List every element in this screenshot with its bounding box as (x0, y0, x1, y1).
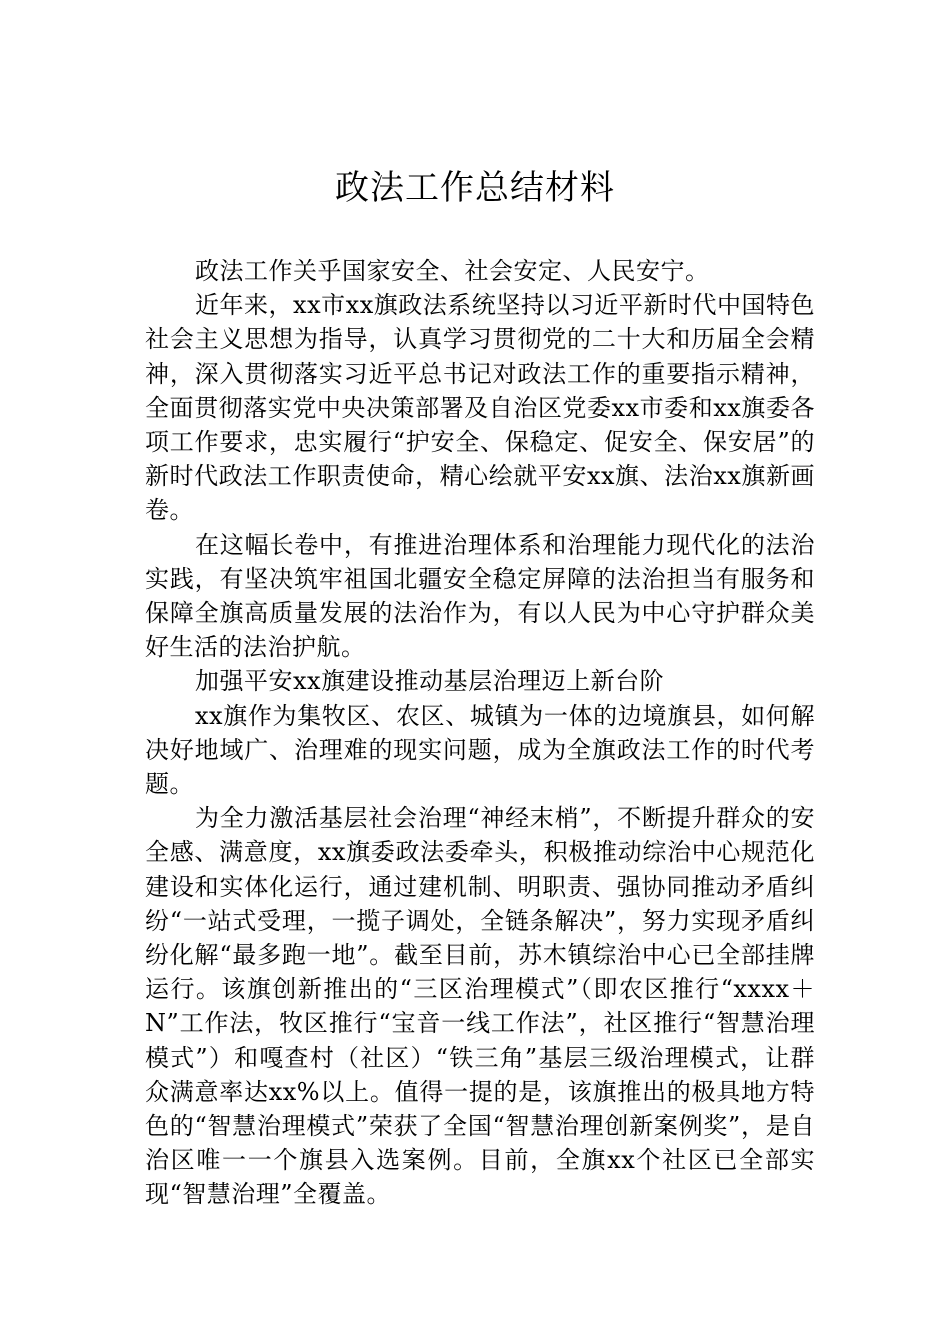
document-body (145, 254, 815, 1212)
paragraph-practice: 在这幅长卷中，有推进治理体系和治理能力现代化的法治实践，有坚决筑牢祖国北疆安全稳定屏障的法治担当有服务和保障全旗高质量发展的法治作为，有以人民为中心守护群众美好生活的法治护航。 (145, 530, 815, 662)
paragraph-governance: 为全力激活基层社会治理“神经末梢”，不断提升群众的安全感、满意度，xx旗委政法委牵头，积极推动综治中心规范化建设和实体化运行，通过建机制、明职责、强协同推动矛盾纠纷“一站式受理，一揽子调处，全链条解决”，努力实现矛盾纠纷化解“最多跑一地”。截至目前，苏木镇综治中心已全部挂牌运行。该旗创新推出的“三区治理模式”（即农区推行“xxxx＋N”工作法，牧区推行“宝音一线工作法”，社区推行“智慧治理模式”）和嘎查村（社区）“铁三角”基层三级治理模式，让群众满意率达xx%以上。值得一提的是，该旗推出的极具地方特色的“智慧治理模式”荣获了全国“智慧治理创新案例奖”，是自治区唯一一个旗县入选案例。目前，全旗xx个社区已全部实现“智慧治理”全覆盖。 (145, 804, 815, 1209)
section-heading: 加强平安xx旗建设推动基层治理迈上新台阶 (195, 667, 665, 696)
paragraph-overview: 近年来，xx市xx旗政法系统坚持以习近平新时代中国特色社会主义思想为指导，认真学习贯彻党的二十大和历届全会精神，深入贯彻落实习近平总书记对政法工作的重要指示精神，全面贯彻落实党中央决策部署及自治区党委xx市委和xx旗委各项工作要求，忠实履行“护安全、保稳定、促安全、保安居”的新时代政法工作职责使命，精心绘就平安xx旗、法治xx旗新画卷。 (145, 291, 815, 525)
document-title: 政法工作总结材料 (335, 168, 615, 208)
paragraph-challenge: xx旗作为集牧区、农区、城镇为一体的边境旗县，如何解决好地域广、治理难的现实问题，成为全旗政法工作的时代考题。 (145, 701, 815, 799)
paragraph-intro: 政法工作关乎国家安全、社会安定、人民安宁。 (195, 257, 710, 285)
